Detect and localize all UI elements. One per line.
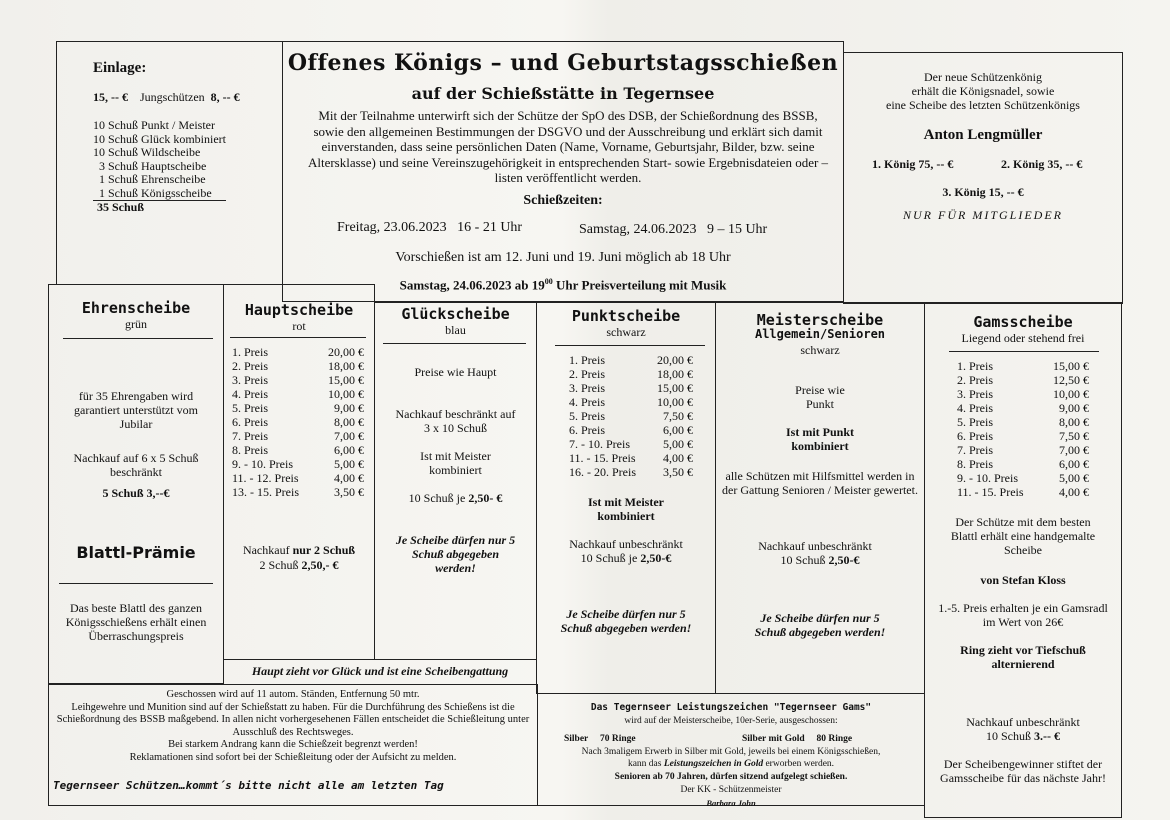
blattl-text: Das beste Blattl des ganzen Königsschießens erhält einen Überraschungspreis	[65, 601, 207, 643]
prize-amount: 8,00 €	[1059, 415, 1089, 429]
einlage-item: 3 Schuß Hauptscheibe	[99, 158, 207, 173]
prize-amount: 3,50 €	[663, 465, 693, 479]
prize-row	[955, 387, 1091, 401]
footer-left-box	[48, 684, 538, 806]
meister-box	[715, 302, 925, 694]
einlage-list	[93, 119, 226, 215]
prize-rank: 1. Preis	[569, 353, 605, 367]
glueck-text-2: Nachkauf beschränkt auf 3 x 10 Schuß	[395, 407, 516, 435]
nachkauf-bold: nur 2 Schuß	[292, 543, 356, 557]
gams-text-3: 1.-5. Preis erhalten je ein Gamsradl im Wert von 26€	[938, 601, 1108, 629]
prize-rank: 6. Preis	[957, 429, 993, 443]
prize-row	[955, 429, 1091, 443]
prize-amount: 20,00 €	[328, 345, 364, 359]
prize-amount: 4,00 €	[663, 451, 693, 465]
haupt-color: rot	[292, 319, 306, 333]
prize-amount: 4,00 €	[1059, 485, 1089, 499]
nachkauf-label: Nachkauf	[242, 543, 293, 557]
prize-row	[230, 345, 366, 359]
king-line: erhält die Königsnadel, sowie	[911, 84, 1055, 98]
glueck-text-3: Ist mit Meister kombiniert	[420, 449, 491, 477]
prize-amount: 8,00 €	[334, 415, 364, 429]
prize-rank: 16. - 20. Preis	[569, 465, 636, 479]
price-value: 2,50-€	[828, 553, 860, 567]
einlage-fees	[93, 90, 240, 105]
haupt-title: Hauptscheibe	[244, 301, 354, 319]
time-friday: Freitag, 23.06.2023 16 - 21 Uhr	[337, 220, 523, 235]
einlage-item: 10 Schuß Glück kombiniert	[93, 131, 226, 146]
prize-amount: 20,00 €	[657, 353, 693, 367]
gams-text-4: Ring zieht vor Tiefschuß alternierend	[960, 643, 1086, 671]
page-title: Offenes Königs – und Geburtstagsschießen	[287, 50, 839, 76]
glueck-text-4	[375, 491, 536, 505]
meister-text-1: Preise wie Punkt	[795, 383, 845, 411]
meister-text-2: Ist mit Punkt kombiniert	[785, 425, 854, 453]
prize-amount: 15,00 €	[657, 381, 693, 395]
ehren-text-3: 5 Schuß 3,--€	[102, 486, 170, 500]
meister-text-4: Nachkauf unbeschränkt	[758, 539, 872, 553]
prize-row	[230, 359, 366, 373]
gams-text-7: Der Scheibengewinner stiftet der Gamsscheibe für das nächste Jahr!	[940, 757, 1106, 785]
prize-row	[230, 387, 366, 401]
king-prize-1: 1. König 75, -- €	[872, 157, 954, 171]
prize-rank: 6. Preis	[569, 423, 605, 437]
prize-rank: 11. - 12. Preis	[232, 471, 299, 485]
badge-title: Das Tegernseer Leistungszeichen "Tegernseer Gams"	[590, 702, 872, 713]
meister-text-6: Je Scheibe dürfen nur 5 Schuß abgegeben werden!	[754, 611, 886, 639]
fee-youth: 8, -- €	[210, 90, 240, 104]
divider	[383, 343, 526, 344]
prize-row	[955, 471, 1091, 485]
prize-row	[567, 465, 695, 479]
prize-rank: 1. Preis	[957, 359, 993, 373]
badge-line-4: Der KK - Schützenmeister	[680, 785, 782, 795]
price-value: 3.-- €	[1034, 729, 1060, 743]
glueck-text-5: Je Scheibe dürfen nur 5 Schuß abgegeben werden!	[395, 533, 516, 575]
divider	[59, 583, 213, 584]
haupt-note-box	[223, 659, 537, 685]
einlage-item: 1 Schuß Königsscheibe	[93, 187, 226, 202]
prize-amount: 7,00 €	[1059, 443, 1089, 457]
prize-rank: 2. Preis	[232, 359, 268, 373]
gams-text-6	[925, 729, 1121, 743]
prize-row	[567, 437, 695, 451]
king-prize-3: 3. König 15, -- €	[942, 185, 1024, 199]
prize-amount: 7,50 €	[1059, 429, 1089, 443]
gams-text-2: von Stefan Kloss	[980, 573, 1066, 587]
prize-amount: 3,50 €	[334, 485, 364, 499]
fee-main: 15, -- €	[93, 90, 128, 104]
einlage-total: 35 Schuß	[97, 200, 145, 214]
prize-rank: 11. - 15. Preis	[957, 485, 1024, 499]
gams-prize-table	[955, 359, 1091, 499]
prize-amount: 10,00 €	[1053, 387, 1089, 401]
prize-amount: 6,00 €	[1059, 457, 1089, 471]
footer-mid-box	[537, 693, 925, 806]
king-prize-2: 2. König 35, -- €	[1001, 157, 1083, 171]
page-subtitle: auf der Schießstätte in Tegernsee	[411, 84, 715, 103]
king-line: Der neue Schützenkönig	[924, 70, 1042, 84]
prize-row	[955, 373, 1091, 387]
punkt-color: schwarz	[606, 325, 646, 339]
prize-rank: 5. Preis	[232, 401, 268, 415]
price-value: 2,50- €	[468, 491, 503, 505]
meister-text-5	[716, 553, 924, 567]
king-text	[844, 70, 1122, 112]
punkt-text-1: Ist mit Meister kombiniert	[588, 495, 664, 523]
prize-amount: 15,00 €	[1053, 359, 1089, 373]
prize-rank: 2. Preis	[569, 367, 605, 381]
nachkauf-label: 2 Schuß	[259, 558, 302, 572]
prize-rank: 1. Preis	[232, 345, 268, 359]
prize-amount: 5,00 €	[334, 457, 364, 471]
footer-line: Bei starkem Andrang kann die Schießzeit begrenzt werden!	[168, 739, 418, 750]
ehren-text-2: Nachkauf auf 6 x 5 Schuß beschränkt	[73, 451, 199, 479]
badge-silver: Silber 70 Ringe	[564, 734, 636, 744]
prize-amount: 18,00 €	[328, 359, 364, 373]
slogan: Tegernseer Schützen…kommt´s bitte nicht alle am letzten Tag	[53, 779, 444, 792]
king-name: Anton Lengmüller	[923, 127, 1043, 143]
ehren-text-1: für 35 Ehrengaben wird garantiert unterstützt vom Jubilar	[74, 389, 198, 431]
gams-text-5: Nachkauf unbeschränkt	[966, 715, 1080, 729]
prize-rank: 4. Preis	[957, 401, 993, 415]
glueck-title: Glückscheibe	[401, 305, 510, 323]
ehren-color: grün	[125, 317, 147, 331]
prize-row	[567, 367, 695, 381]
gams-sub: Liegend oder stehend frei	[961, 331, 1085, 345]
prize-amount: 15,00 €	[328, 373, 364, 387]
prize-amount: 18,00 €	[657, 367, 693, 381]
glueck-color: blau	[445, 323, 466, 337]
intro-text: Mit der Teilnahme unterwirft sich der Schütze der SpO des DSB, der Schießordnung des BSSB, sowie den allgemeinen Bestimmungen der DSGVO und der Ausschreibung und erklärt sich damit einverstanden, dass seine persönlichen Daten (Name, Vorname, Geburtsjahr, Bilder, bzw. seine Altersklasse) und seine Vereinszugehörigkeit in entsprechenden Start- sowie Ergebnisdateien oder –listen veröffentlicht werden.	[307, 108, 829, 185]
prize-row	[230, 457, 366, 471]
prize-amount: 10,00 €	[328, 387, 364, 401]
prize-rank: 7. Preis	[957, 443, 993, 457]
price-label: 10 Schuß je	[408, 491, 469, 505]
einlage-item: 10 Schuß Punkt / Meister	[93, 118, 215, 132]
einlage-title: Einlage:	[93, 60, 147, 76]
haupt-nachkauf-1	[224, 543, 374, 557]
prize-rank: 5. Preis	[957, 415, 993, 429]
haupt-note: Haupt zieht vor Glück und ist eine Scheibengattung	[251, 664, 509, 678]
einlage-item: 10 Schuß Wildscheibe	[93, 145, 201, 159]
prize-rank: 4. Preis	[569, 395, 605, 409]
einlage-item: 1 Schuß Ehrenscheibe	[99, 172, 206, 186]
prize-row	[955, 443, 1091, 457]
badge-line-1: wird auf der Meisterscheibe, 10er-Serie, ausgeschossen:	[624, 716, 838, 726]
prize-amount: 12,50 €	[1053, 373, 1089, 387]
prize-rank: 3. Preis	[232, 373, 268, 387]
prize-rank: 5. Preis	[569, 409, 605, 423]
prize-row	[230, 485, 366, 499]
badge-l2a: Nach 3maligem Erwerb in Silber mit Gold, jeweils bei einem Königsschießen, kann das	[581, 747, 881, 769]
prize-row	[955, 401, 1091, 415]
prize-amount: 7,00 €	[334, 429, 364, 443]
prize-row	[567, 451, 695, 465]
prize-rank: 9. - 10. Preis	[957, 471, 1018, 485]
prize-row	[230, 415, 366, 429]
punkt-text-2: Nachkauf unbeschränkt	[569, 537, 683, 551]
prize-rank: 8. Preis	[232, 443, 268, 457]
prize-row	[567, 409, 695, 423]
king-line: eine Scheibe des letzten Schützenkönigs	[886, 98, 1080, 112]
prize-amount: 10,00 €	[657, 395, 693, 409]
pre-shoot-text: Vorschießen ist am 12. Juni und 19. Juni möglich ab 18 Uhr	[395, 250, 731, 265]
prize-amount: 7,50 €	[663, 409, 693, 423]
footer-line: Leihgewehre und Munition sind auf der Schießstatt zu haben. Für die Durchführung des Schießens ist die Schießordnung des BSSB maßgebend. In allen nicht vorhergesehenen Fällen entscheidet die Schießleitung unter Ausschluß des Rechtsweges.	[56, 701, 530, 738]
badge-l2b: Leistungszeichen in Gold	[663, 758, 764, 769]
haupt-nachkauf-2	[224, 558, 374, 572]
prize-row	[230, 443, 366, 457]
blattl-title: Blattl-Prämie	[76, 543, 196, 562]
prize-rank: 3. Preis	[569, 381, 605, 395]
king-box	[843, 52, 1123, 304]
prize-row	[230, 429, 366, 443]
glueck-box	[374, 302, 537, 660]
prize-row	[567, 423, 695, 437]
prize-rank: 4. Preis	[232, 387, 268, 401]
punkt-prize-table	[567, 353, 695, 479]
einlage-box	[56, 41, 283, 285]
divider	[63, 338, 213, 339]
ehren-title: Ehrenscheibe	[81, 299, 191, 317]
punkt-text-3	[537, 551, 715, 565]
prize-amount: 9,00 €	[1059, 401, 1089, 415]
prize-row	[955, 415, 1091, 429]
badge-line-2	[578, 747, 884, 770]
youth-label: Jungschützen	[140, 90, 205, 104]
prize-amount: 4,00 €	[334, 471, 364, 485]
price-label: 10 Schuß	[986, 729, 1034, 743]
prize-row	[955, 457, 1091, 471]
price-value: 2,50-€	[640, 551, 672, 565]
prize-row	[567, 395, 695, 409]
prize-rank: 8. Preis	[957, 457, 993, 471]
punkt-text-4: Je Scheibe dürfen nur 5 Schuß abgegeben werden!	[560, 607, 692, 635]
prize-row	[955, 359, 1091, 373]
award-pre: Samstag, 24.06.2023 ab 19	[399, 277, 545, 293]
signature: Barbara John	[706, 798, 756, 808]
haupt-prize-table	[230, 345, 366, 499]
prize-rank: 13. - 15. Preis	[232, 485, 299, 499]
prize-rank: 9. - 10. Preis	[232, 457, 293, 471]
divider	[555, 345, 705, 346]
time-saturday: Samstag, 24.06.2023 9 – 15 Uhr	[579, 222, 768, 237]
price-label: 10 Schuß	[780, 553, 829, 567]
prize-rank: 3. Preis	[957, 387, 993, 401]
ehren-box	[48, 284, 224, 684]
nachkauf-bold: 2,50,- €	[301, 558, 339, 572]
times-title: Schießzeiten:	[523, 193, 603, 208]
haupt-box	[223, 284, 375, 660]
footer-line: Reklamationen sind sofort bei der Schießleitung oder der Aufsicht zu melden.	[129, 751, 457, 763]
glueck-text-1: Preise wie Haupt	[414, 365, 497, 379]
prize-rank: 11. - 15. Preis	[569, 451, 636, 465]
prize-amount: 9,00 €	[334, 401, 364, 415]
prize-amount: 5,00 €	[663, 437, 693, 451]
prize-amount: 6,00 €	[334, 443, 364, 457]
badge-gold: Silber mit Gold 80 Ringe	[742, 734, 853, 744]
footer-line: Geschossen wird auf 11 autom. Ständen, Entfernung 50 mtr.	[166, 689, 420, 700]
prize-row	[230, 471, 366, 485]
award-sup: 00	[544, 277, 553, 286]
meister-title-2: Allgemein/Senioren	[754, 327, 886, 341]
prize-rank: 6. Preis	[232, 415, 268, 429]
prize-rank: 7. - 10. Preis	[569, 437, 630, 451]
members-only: NUR FÜR MITGLIEDER	[903, 208, 1063, 222]
gams-box	[924, 302, 1122, 818]
footer-left-text	[53, 689, 533, 764]
prize-rank: 7. Preis	[232, 429, 268, 443]
meister-title-1: Meisterscheibe	[756, 311, 884, 329]
gams-text-1: Der Schütze mit dem besten Blattl erhält eine handgemalte Scheibe	[950, 515, 1096, 557]
header-box	[282, 41, 844, 302]
award-post: Uhr Preisverteilung mit Musik	[552, 277, 727, 293]
meister-color: schwarz	[800, 343, 840, 357]
meister-text-3: alle Schützen mit Hilfsmittel werden in der Gattung Senioren / Meister gewertet.	[722, 469, 918, 497]
prize-row	[955, 485, 1091, 499]
prize-row	[230, 401, 366, 415]
punkt-title: Punktscheibe	[571, 307, 681, 325]
gams-title: Gamsscheibe	[973, 313, 1073, 331]
punkt-box	[536, 302, 716, 694]
price-label: 10 Schuß je	[580, 551, 641, 565]
divider	[230, 337, 366, 338]
badge-line-3: Senioren ab 70 Jahren, dürfen sitzend aufgelegt schießen.	[614, 772, 848, 782]
prize-row	[230, 373, 366, 387]
prize-row	[567, 381, 695, 395]
prize-amount: 6,00 €	[663, 423, 693, 437]
prize-amount: 5,00 €	[1059, 471, 1089, 485]
prize-rank: 2. Preis	[957, 373, 993, 387]
divider	[949, 351, 1099, 352]
prize-row	[567, 353, 695, 367]
badge-l2c: erworben werden.	[763, 758, 835, 769]
